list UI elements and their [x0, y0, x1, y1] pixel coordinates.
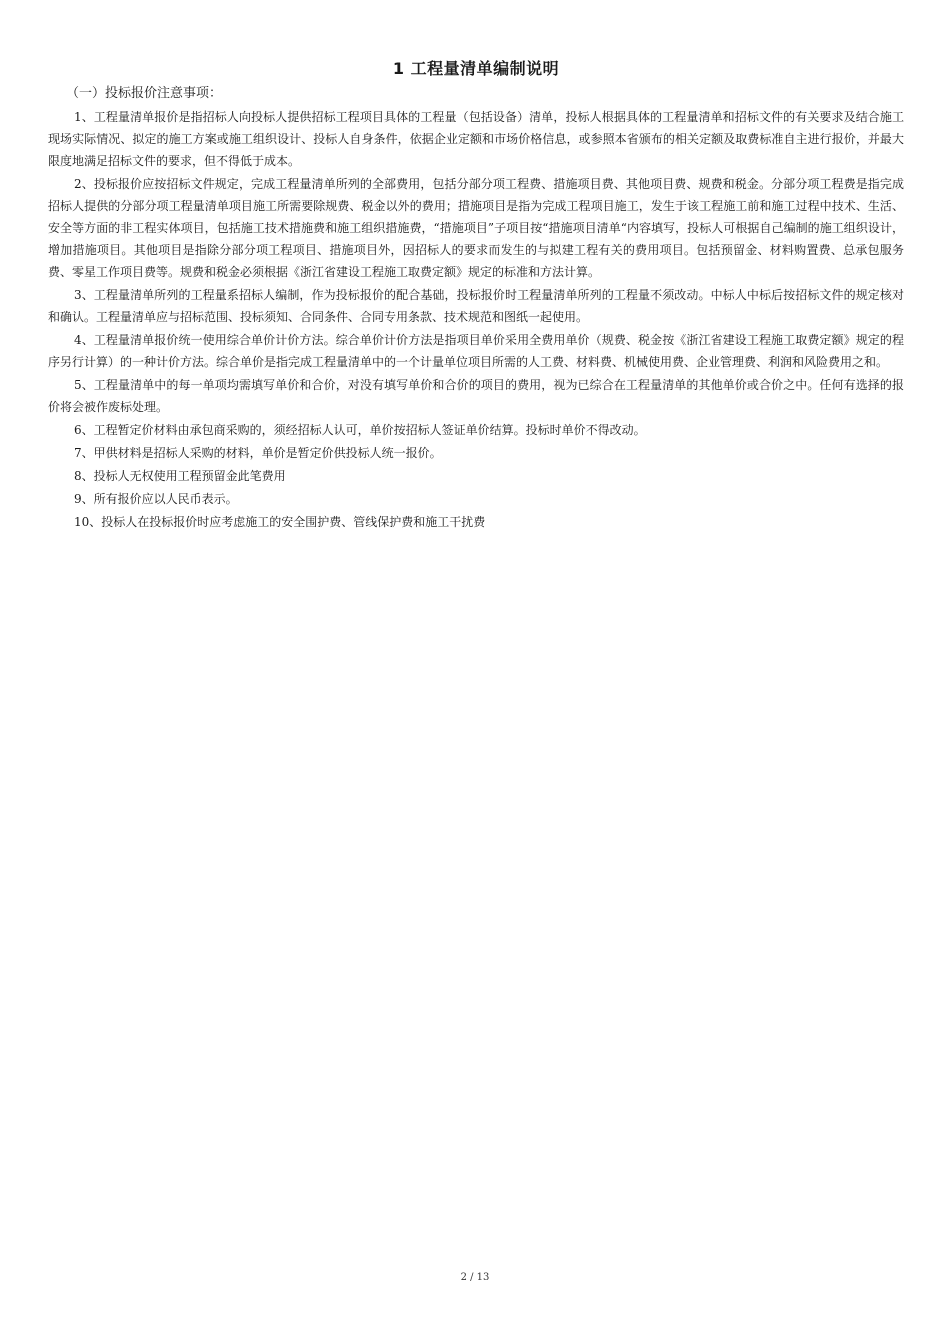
- paragraph-6: 6、工程暂定价材料由承包商采购的，须经招标人认可，单价按招标人签证单价结算。投标时单价不得改动。: [74, 423, 646, 437]
- paragraph-3: 3、工程量清单所列的工程量系招标人编制，作为投标报价的配合基础，投标报价时工程量清单所列的工程量不须改动。中标人中标后按招标文件的规定核对和确认。工程量清单应与招标范围、投标须知、合同条件、合同专用条款、技术规范和图纸一起使用。: [48, 288, 904, 324]
- section-heading: （一）投标报价注意事项：: [66, 86, 223, 101]
- paragraph-1: 1、工程量清单报价是指招标人向投标人提供招标工程项目具体的工程量（包括设备）清单，投标人根据具体的工程量清单和招标文件的有关要求及结合施工现场实际情况、拟定的施工方案或施工组织设计、投标人自身条件，依据企业定额和市场价格信息，或参照本省颁布的相关定额及取费标准自主进行报价，并最大限度地满足招标文件的要求，但不得低于成本。: [48, 110, 904, 168]
- paragraph-4: 4、工程量清单报价统一使用综合单价计价方法。综合单价计价方法是指项目单价采用全费用单价（规费、税金按《浙江省建设工程施工取费定额》规定的程序另行计算）的一种计价方法。综合单价是指完成工程量清单中的一个计量单位项目所需的人工费、材料费、机械使用费、企业管理费、利润和风险费用之和。: [48, 333, 904, 369]
- document-title: 1 工程量清单编制说明: [392, 59, 560, 78]
- document-page: [48, 56, 904, 534]
- paragraph-10: 10、投标人在投标报价时应考虑施工的安全围护费、管线保护费和施工干扰费: [74, 515, 486, 529]
- paragraph-2: 2、投标报价应按招标文件规定，完成工程量清单所列的全部费用，包括分部分项工程费、措施项目费、其他项目费、规费和税金。分部分项工程费是指完成招标人提供的分部分项工程量清单项目施工所需要除规费、税金以外的费用；措施项目是指为完成工程项目施工，发生于该工程施工前和施工过程中技术、生活、安全等方面的非工程实体项目，包括施工技术措施费和施工组织措施费，“措施项目”子项目按“措施项目清单“内容填写，投标人可根据自己编制的施工组织设计，增加措施项目。其他项目是指除分部分项工程项目、措施项目外，因招标人的要求而发生的与拟建工程有关的费用项目。包括预留金、材料购置费、总承包服务费、零星工作项目费等。规费和税金必须根据《浙江省建设工程施工取费定额》规定的标准和方法计算。: [48, 177, 904, 279]
- paragraph-5: 5、工程量清单中的每一单项均需填写单价和合价，对没有填写单价和合价的项目的费用，视为已综合在工程量清单的其他单价或合价之中。任何有选择的报价将会被作废标处理。: [48, 378, 904, 414]
- paragraph-9: 9、所有报价应以人民币表示。: [74, 492, 238, 506]
- paragraph-7: 7、甲供材料是招标人采购的材料，单价是暂定价供投标人统一报价。: [74, 446, 442, 460]
- paragraph-8: 8、投标人无权使用工程预留金此笔费用: [74, 469, 286, 483]
- page-number: 2 / 13: [460, 1272, 490, 1283]
